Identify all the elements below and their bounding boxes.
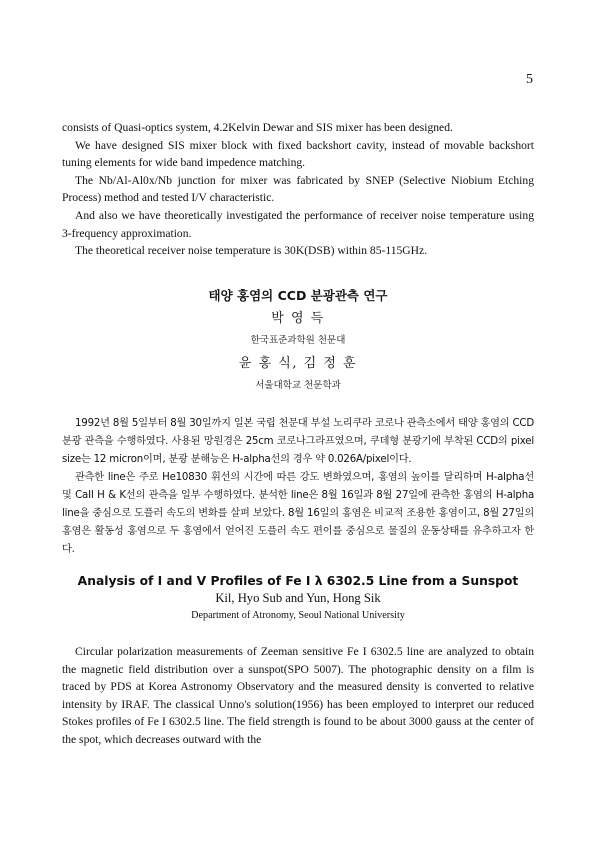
korean-paragraph-1: 1992년 8월 5일부터 8월 30일까지 일본 국립 천문대 부설 노리쿠라 코로나 관측소에서 태양 홍염의 CCD 분광 관측을 수행하였다. 사용된 망원경은 25cm 코로나그라프였으며, 쿠데형 분광기에 부착된 CCD의 pixel size는 12 micron이며, 분광 분해능은 H-alpha선의 경우 약 0.026A/pixel이다. (62, 418, 534, 465)
korean-affiliation-1: 한국표준과학원 천문대 (250, 335, 346, 346)
english-authors: Kil, Hyo Sub and Yun, Hong Sik (215, 591, 381, 605)
korean-affiliation-2: 서울대학교 천문학과 (255, 380, 341, 391)
korean-author-2: 윤 홍 식, 김 정 훈 (238, 356, 358, 371)
intro-paragraph-2: We have designed SIS mixer block with fixed backshort cavity, instead of movable backshort tuning elements for wide band impedence matching. (62, 138, 534, 170)
korean-abstract (62, 286, 534, 559)
english-abstract (62, 574, 534, 749)
english-paragraph: Circular polarization measurements of Zeeman sensitive Fe I 6302.5 line are analyzed to obtain the magnetic field distribution over a sunspot(SPO 5007). The photographic density on a film is traced by PDS at Korea Astronomy Observatory and the measured density is converted to relative intensity by IRAF. The classical Unno's solution(1956) has been employed to interpret our reduced Stokes profiles of Fe I 6302.5 line. The field strength is found to be about 3000 gauss at the center of the spot, which decreases outward with the (62, 645, 534, 746)
korean-paragraph-2: 관측한 line은 주로 He10830 휘선의 시간에 따른 강도 변화였으며, 홍염의 높이를 달리하며 H-alpha선 및 CaII H & K선의 관측을 일부 수행하였다. 분석한 line은 8월 16일과 8월 27일에 관측한 홍염의 H-alpha line을 중심으로 도플러 속도의 변화를 살펴 보았다. 8월 16일의 홍염은 비교적 조용한 홍염이고, 8월 27일의 홍염은 활동성 홍염으로 두 홍염에서 얻어진 도플러 속도 편이를 중심으로 물질의 운동상태를 유추하고자 한다. (62, 472, 534, 555)
korean-abstract-title: 태양 홍염의 CCD 분광관측 연구 (208, 288, 388, 303)
english-abstract-title: Analysis of I and V Profiles of Fe I λ 6302.5 Line from a Sunspot (77, 574, 519, 588)
intro-paragraph-3: The Nb/Al-Al0x/Nb junction for mixer was fabricated by SNEP (Selective Niobium Etching Process) method and tested I/V characteristic. (62, 173, 534, 205)
korean-author-1: 박 영 득 (271, 311, 325, 326)
english-affiliation: Department of Atronomy, Seoul National University (191, 610, 405, 621)
intro-paragraph-5: The theoretical receiver noise temperature is 30K(DSB) within 85-115GHz. (75, 244, 428, 258)
page-number: 5 (526, 72, 533, 87)
intro-paragraph-1: consists of Quasi-optics system, 4.2Kelvin Dewar and SIS mixer has been designed. (62, 121, 453, 134)
intro-section (62, 119, 534, 260)
intro-paragraph-4: And also we have theoretically investigated the performance of receiver noise temperature using 3-frequency approximation. (62, 208, 534, 240)
